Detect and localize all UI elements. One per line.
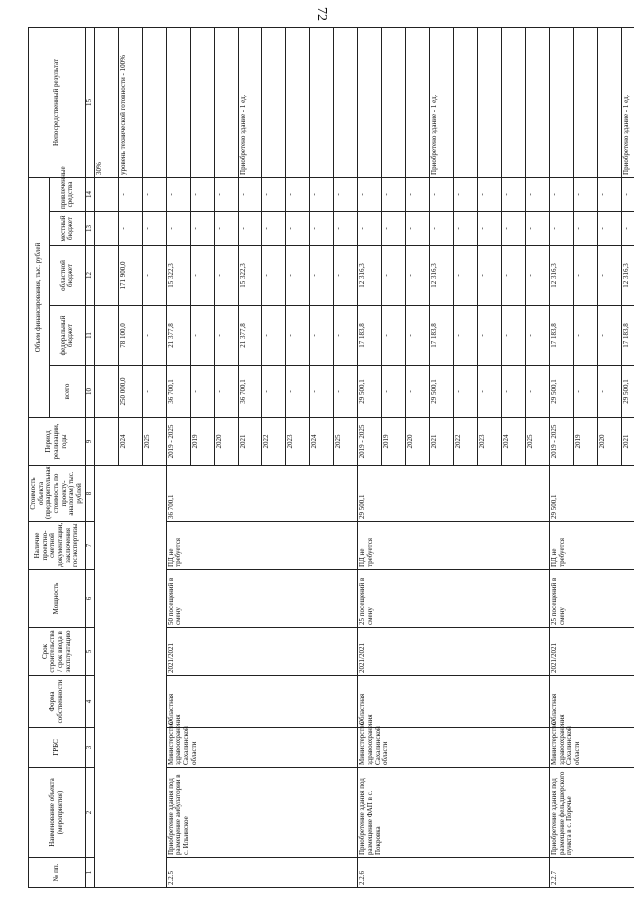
total-cell (94, 366, 118, 418)
regional-cell: 171 900,0 (118, 246, 142, 306)
page-number: 72 (314, 7, 329, 21)
object-name: Приобретение здания под размещение ФАП в с. Покровка (358, 768, 550, 858)
regional-cell: 12 316,3 (430, 246, 454, 306)
result-cell (525, 27, 549, 177)
header-regional: областной бюджет (49, 246, 85, 306)
document-sheet (28, 28, 630, 888)
total-cell: - (142, 366, 166, 418)
period-cell (94, 418, 118, 466)
period-cell: 2019 - 2025 (358, 418, 382, 466)
local-cell: - (214, 212, 238, 246)
local-cell: - (406, 212, 430, 246)
attracted-cell: - (525, 177, 549, 211)
column-number: 8 (85, 466, 94, 522)
period-cell: 2021 (621, 418, 634, 466)
object-deadline: 2021/2021 (549, 628, 634, 676)
local-cell: - (286, 212, 310, 246)
attracted-cell: - (262, 177, 286, 211)
header-design-docs: Наличие проектно-сметной документации, заключения госэкспертизы (29, 522, 86, 570)
column-number: 2 (85, 768, 94, 858)
attracted-cell: - (334, 177, 358, 211)
federal-cell: - (214, 306, 238, 366)
regional-cell: - (262, 246, 286, 306)
column-number: 3 (85, 728, 94, 768)
local-cell: - (142, 212, 166, 246)
result-cell: Приобретено здание - 1 ед. (238, 27, 262, 177)
table-row (358, 27, 382, 887)
attracted-cell: - (573, 177, 597, 211)
attracted-cell: - (478, 177, 502, 211)
regional-cell: - (286, 246, 310, 306)
table-row (166, 27, 190, 887)
attracted-cell: - (382, 177, 406, 211)
total-cell: - (286, 366, 310, 418)
total-cell: - (262, 366, 286, 418)
object-name: Приобретение здания под размещение фельдшерского пункта в с. Поречье (549, 768, 634, 858)
period-cell: 2024 (310, 418, 334, 466)
federal-cell: 17 183,8 (358, 306, 382, 366)
period-cell: 2022 (454, 418, 478, 466)
column-number: 11 (85, 306, 94, 366)
local-cell: - (549, 212, 573, 246)
column-number: 1 (85, 858, 94, 888)
period-cell: 2019 - 2025 (166, 418, 190, 466)
object-cost: 29 500,1 (358, 466, 550, 522)
attracted-cell: - (286, 177, 310, 211)
object-number: 2.2.6 (358, 858, 550, 888)
table-row (549, 27, 573, 887)
object-design-docs: ПД не требуется (358, 522, 550, 570)
federal-cell: - (406, 306, 430, 366)
federal-cell: 17 183,8 (549, 306, 573, 366)
header-capacity: Мощность (29, 570, 86, 628)
column-number: 14 (85, 177, 94, 211)
period-cell: 2021 (238, 418, 262, 466)
continued-object-cell (94, 466, 166, 888)
object-design-docs: ПД не требуется (166, 522, 358, 570)
result-cell (190, 27, 214, 177)
header-cost: Стоимость объекта (предварительная стоимость по проекту-аналогам) тыс. рублей (29, 466, 86, 522)
attracted-cell: - (549, 177, 573, 211)
federal-cell: - (142, 306, 166, 366)
result-cell (262, 27, 286, 177)
object-cost: 36 700,1 (166, 466, 358, 522)
total-cell: - (573, 366, 597, 418)
total-cell: - (502, 366, 526, 418)
federal-cell (94, 306, 118, 366)
column-number: 6 (85, 570, 94, 628)
federal-cell: - (262, 306, 286, 366)
period-cell: 2019 (190, 418, 214, 466)
federal-cell: - (597, 306, 621, 366)
local-cell: - (262, 212, 286, 246)
federal-cell: - (334, 306, 358, 366)
local-cell: - (190, 212, 214, 246)
result-cell (166, 27, 190, 177)
total-cell: - (406, 366, 430, 418)
object-grbs: Министерство здравоохранения Сахалинской области (549, 728, 634, 768)
federal-cell: 21 377,8 (166, 306, 190, 366)
attracted-cell: - (142, 177, 166, 211)
column-number: 4 (85, 676, 94, 728)
total-cell: - (478, 366, 502, 418)
period-cell: 2020 (214, 418, 238, 466)
attracted-cell: - (502, 177, 526, 211)
regional-cell: - (502, 246, 526, 306)
result-cell (549, 27, 573, 177)
regional-cell: - (142, 246, 166, 306)
local-cell: - (118, 212, 142, 246)
column-number: 15 (85, 27, 94, 177)
total-cell: 29 500,1 (430, 366, 454, 418)
total-cell: - (310, 366, 334, 418)
regional-cell: - (382, 246, 406, 306)
result-cell: Приобретено здание - 1 ед. (430, 27, 454, 177)
total-cell: - (334, 366, 358, 418)
header-period: Период реализации, годы (29, 418, 86, 466)
result-cell (382, 27, 406, 177)
local-cell: - (454, 212, 478, 246)
regional-cell: - (214, 246, 238, 306)
result-cell (214, 27, 238, 177)
federal-cell: 17 183,8 (430, 306, 454, 366)
table-row (94, 27, 118, 887)
attracted-cell: - (406, 177, 430, 211)
period-cell: 2024 (502, 418, 526, 466)
federal-cell: - (478, 306, 502, 366)
object-capacity: 50 посещений в смену (166, 570, 358, 628)
header-grbs: ГРБС (29, 728, 86, 768)
header-federal: федеральный бюджет (49, 306, 85, 366)
period-cell: 2019 (382, 418, 406, 466)
federal-cell: - (502, 306, 526, 366)
total-cell: 29 500,1 (549, 366, 573, 418)
attracted-cell: - (358, 177, 382, 211)
result-cell (478, 27, 502, 177)
period-cell: 2021 (430, 418, 454, 466)
result-cell (142, 27, 166, 177)
period-cell: 2023 (478, 418, 502, 466)
object-deadline: 2021/2021 (166, 628, 358, 676)
result-cell (573, 27, 597, 177)
federal-cell: - (286, 306, 310, 366)
federal-cell: 17 183,8 (621, 306, 634, 366)
regional-cell: - (525, 246, 549, 306)
table-body (94, 27, 634, 887)
federal-cell: - (573, 306, 597, 366)
local-cell: - (430, 212, 454, 246)
regional-cell: - (454, 246, 478, 306)
object-name: Приобретение здания под размещение амбулатории в с. Ильинское (166, 768, 358, 858)
attracted-cell: - (454, 177, 478, 211)
column-number: 5 (85, 628, 94, 676)
header-name: Наименование объекта (мероприятия) (29, 768, 86, 858)
column-number: 9 (85, 418, 94, 466)
local-cell: - (525, 212, 549, 246)
local-cell: - (238, 212, 262, 246)
total-cell: - (382, 366, 406, 418)
result-cell (286, 27, 310, 177)
total-cell: - (597, 366, 621, 418)
object-ownership: Областная (358, 676, 550, 728)
header-no: № пп. (29, 858, 86, 888)
attracted-cell (94, 177, 118, 211)
attracted-cell: - (310, 177, 334, 211)
regional-cell: 12 316,3 (549, 246, 573, 306)
regional-cell: - (478, 246, 502, 306)
object-deadline: 2021/2021 (358, 628, 550, 676)
total-cell: - (190, 366, 214, 418)
object-ownership: Областная (166, 676, 358, 728)
regional-cell (94, 246, 118, 306)
period-cell: 2023 (286, 418, 310, 466)
object-grbs: Министерство здравоохранения Сахалинской области (166, 728, 358, 768)
column-number: 12 (85, 246, 94, 306)
total-cell: - (525, 366, 549, 418)
local-cell: - (166, 212, 190, 246)
regional-cell: 12 316,3 (358, 246, 382, 306)
attracted-cell: - (118, 177, 142, 211)
header-attracted: привлеченные средства (49, 177, 85, 211)
period-cell: 2025 (142, 418, 166, 466)
period-cell: 2024 (118, 418, 142, 466)
regional-cell: - (573, 246, 597, 306)
column-number: 13 (85, 212, 94, 246)
period-cell: 2025 (334, 418, 358, 466)
total-cell: 29 500,1 (621, 366, 634, 418)
federal-cell: - (382, 306, 406, 366)
attracted-cell: - (430, 177, 454, 211)
attracted-cell: - (166, 177, 190, 211)
regional-cell: 12 316,3 (621, 246, 634, 306)
object-design-docs: ПД не требуется (549, 522, 634, 570)
regional-cell: - (190, 246, 214, 306)
object-capacity: 25 посещений в смену (549, 570, 634, 628)
header-deadline: Срок строительства / срок ввода в эксплуатацию (29, 628, 86, 676)
result-cell: 30% (94, 27, 118, 177)
local-cell: - (478, 212, 502, 246)
federal-cell: - (454, 306, 478, 366)
column-number: 10 (85, 366, 94, 418)
attracted-cell: - (214, 177, 238, 211)
attracted-cell: - (238, 177, 262, 211)
object-ownership: Областная (549, 676, 634, 728)
header-total: всего (49, 366, 85, 418)
result-cell (334, 27, 358, 177)
result-cell: уровень технической готовности - 100% (118, 27, 142, 177)
period-cell: 2019 (573, 418, 597, 466)
local-cell: - (573, 212, 597, 246)
local-cell: - (621, 212, 634, 246)
local-cell: - (358, 212, 382, 246)
local-cell: - (382, 212, 406, 246)
local-cell: - (334, 212, 358, 246)
regional-cell: - (597, 246, 621, 306)
regional-cell: - (310, 246, 334, 306)
object-grbs: Министерство здравоохранения Сахалинской области (358, 728, 550, 768)
rotated-table-container (28, 28, 630, 888)
object-cost: 29 500,1 (549, 466, 634, 522)
attracted-cell: - (597, 177, 621, 211)
header-ownership: Форма собственности (29, 676, 86, 728)
result-cell (358, 27, 382, 177)
column-number: 7 (85, 522, 94, 570)
total-cell: - (214, 366, 238, 418)
result-cell (454, 27, 478, 177)
result-cell (310, 27, 334, 177)
result-cell (406, 27, 430, 177)
object-capacity: 25 посещений в смену (358, 570, 550, 628)
object-number: 2.2.7 (549, 858, 634, 888)
local-cell: - (597, 212, 621, 246)
regional-cell: 15 322,3 (166, 246, 190, 306)
federal-cell: - (190, 306, 214, 366)
local-cell: - (502, 212, 526, 246)
federal-cell: 21 377,8 (238, 306, 262, 366)
period-cell: 2020 (406, 418, 430, 466)
object-number: 2.2.5 (166, 858, 358, 888)
result-cell (597, 27, 621, 177)
period-cell: 2025 (525, 418, 549, 466)
local-cell: - (310, 212, 334, 246)
regional-cell: - (334, 246, 358, 306)
regional-cell: - (406, 246, 430, 306)
period-cell: 2019 - 2025 (549, 418, 573, 466)
result-cell (502, 27, 526, 177)
total-cell: 36 700,1 (166, 366, 190, 418)
federal-cell: - (310, 306, 334, 366)
federal-cell: - (525, 306, 549, 366)
attracted-cell: - (190, 177, 214, 211)
header-result: Непосредственный результат (29, 27, 86, 177)
attracted-cell: - (621, 177, 634, 211)
regional-cell: 15 322,3 (238, 246, 262, 306)
local-cell (94, 212, 118, 246)
header-funding-group: Объем финансирования, тыс. рублей (29, 177, 50, 417)
total-cell: 36 700,1 (238, 366, 262, 418)
financing-table (28, 27, 634, 888)
result-cell: Приобретено здание - 1 ед. (621, 27, 634, 177)
federal-cell: 78 100,0 (118, 306, 142, 366)
period-cell: 2020 (597, 418, 621, 466)
header-local: местный бюджет (49, 212, 85, 246)
total-cell: 250 000,0 (118, 366, 142, 418)
column-number-row (85, 27, 94, 887)
period-cell: 2022 (262, 418, 286, 466)
total-cell: - (454, 366, 478, 418)
total-cell: 29 500,1 (358, 366, 382, 418)
